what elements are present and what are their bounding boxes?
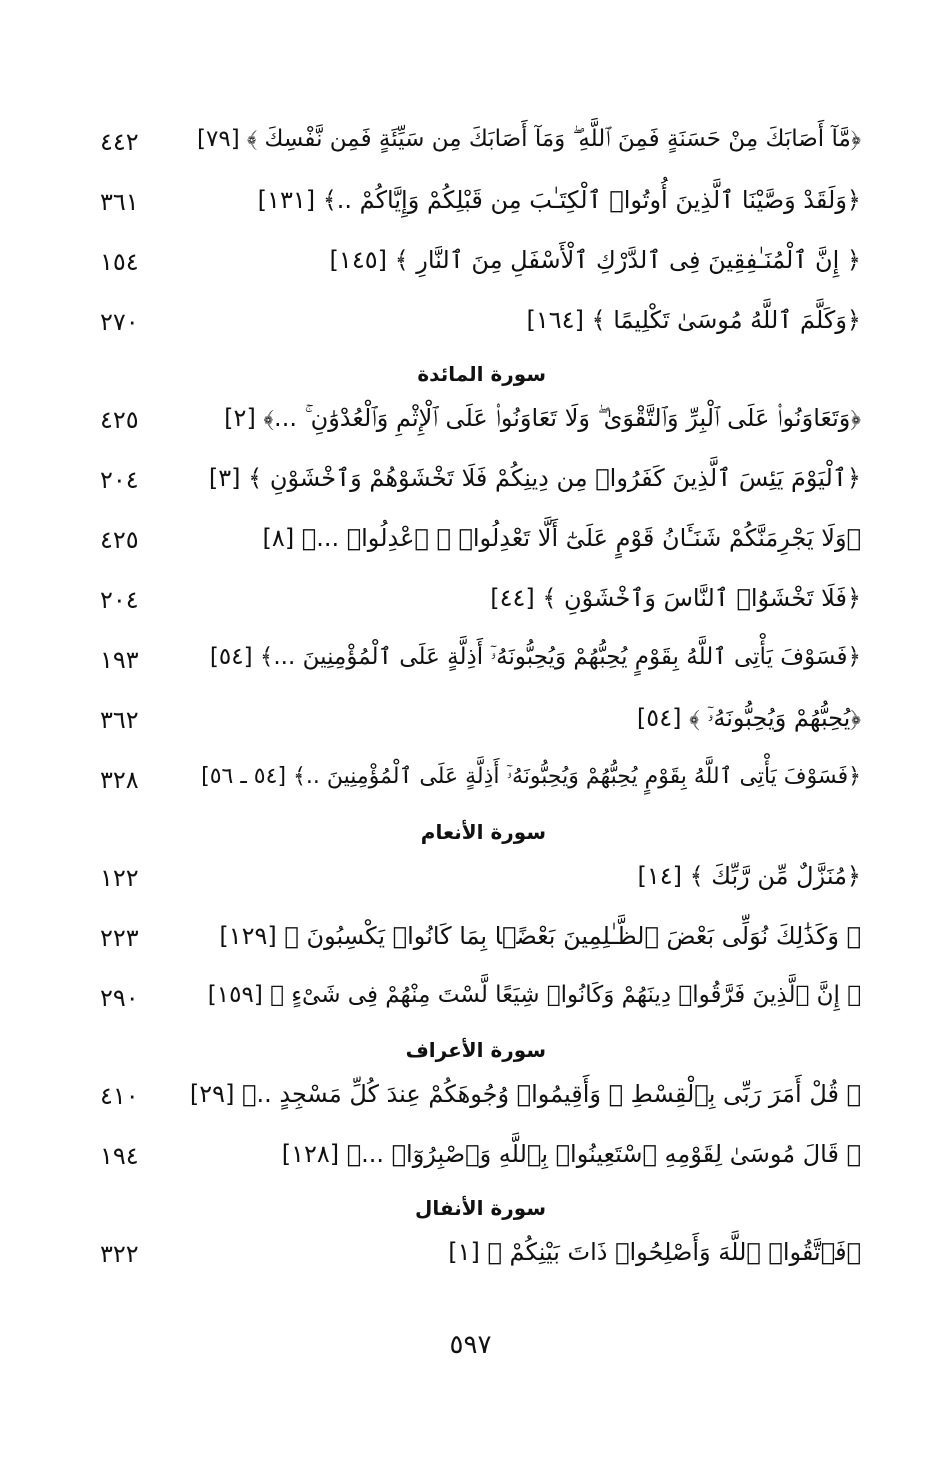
surah-heading-title: سورة الأنفال: [414, 1196, 546, 1220]
page-reference: ٢٢٣: [100, 924, 139, 952]
page-reference: ٣٦٢: [100, 706, 139, 734]
index-row: [100, 576, 861, 636]
index-row: [100, 298, 861, 358]
surah-heading: [100, 1034, 861, 1072]
page-reference: ١٥٤: [100, 248, 139, 276]
surah-heading-title: سورة المائدة: [417, 362, 546, 386]
index-row: [100, 396, 861, 456]
index-row: [100, 1230, 861, 1290]
index-row: [100, 914, 861, 974]
verse-text: ﴿ قَالَ مُوسَىٰ لِقَوْمِهِ ٱسْتَعِينُوا۟ بِٱللَّهِ وَٱصْبِرُوٓا۟ ...﴾ [١٢٨]: [281, 1140, 861, 1168]
page-reference: ٢٧٠: [100, 308, 139, 336]
page-reference: ١٩٤: [100, 1142, 139, 1170]
index-row: [100, 238, 861, 298]
index-row: [100, 1072, 861, 1132]
page-reference: ٤٢٥: [100, 526, 139, 554]
page-reference: ٢٠٤: [100, 466, 139, 494]
verse-text: ﴿وَلَا يَجْرِمَنَّكُمْ شَنَـَٔانُ قَوْمٍ عَلَىٰٓ أَلَّا تَعْدِلُوا۟ ۚ ٱعْدِلُوا۟ ...﴾ [٨]: [262, 524, 861, 552]
surah-heading: [100, 358, 861, 396]
index-row: [100, 974, 861, 1034]
index-row: [100, 696, 861, 756]
surah-heading-title: سورة الأعراف: [405, 1038, 546, 1062]
verse-text: ﴿مَّآ أَصَابَكَ مِنْ حَسَنَةٍ فَمِنَ ٱللَّهِ ۖ وَمَآ أَصَابَكَ مِن سَيِّئَةٍ فَمِن نَّفْسِكَ ﴾ [٧٩]: [197, 126, 861, 152]
surah-heading-title: سورة الأنعام: [420, 820, 546, 844]
index-row: [100, 1132, 861, 1192]
verse-text: ﴿فَسَوْفَ يَأْتِى ٱللَّهُ بِقَوْمٍ يُحِبُّهُمْ وَيُحِبُّونَهُۥٓ أَذِلَّةٍ عَلَى ٱلْمُؤْمِنِينَ ...﴾ [٥٤]: [209, 644, 861, 670]
surah-heading: [100, 816, 861, 854]
page-reference: ٤٢٥: [100, 406, 139, 434]
verse-text: ﴿فَلَا تَخْشَوُا۟ ٱلنَّاسَ وَٱخْشَوْنِ ﴾ [٤٤]: [490, 584, 861, 612]
verse-text: ﴿وَتَعَاوَنُوا۟ عَلَى ٱلْبِرِّ وَٱلتَّقْوَىٰ ۖ وَلَا تَعَاوَنُوا۟ عَلَى ٱلْإِثْمِ وَٱلْعُدْوَٰنِ ۚ ...﴾ [٢]: [224, 404, 861, 432]
page-reference: ٣٢٨: [100, 766, 139, 794]
page-reference: ٣٦١: [100, 188, 139, 216]
page-number: ٥٩٧: [449, 1330, 492, 1360]
index-row: [100, 756, 861, 816]
index-row: [100, 516, 861, 576]
verse-text: ﴿ قُلْ أَمَرَ رَبِّى بِٱلْقِسْطِ ۖ وَأَقِيمُوا۟ وُجُوهَكُمْ عِندَ كُلِّ مَسْجِدٍ ..﴾ [٢٩]: [189, 1080, 861, 1108]
page-reference: ٤١٠: [100, 1082, 139, 1110]
verse-text: ﴿يُحِبُّهُمْ وَيُحِبُّونَهُۥٓ ﴾ [٥٤]: [636, 704, 861, 732]
page-reference: ٢٠٤: [100, 586, 139, 614]
verse-text: ﴿وَلَقَدْ وَصَّيْنَا ٱلَّذِينَ أُوتُوا۟ ٱلْكِتَـٰبَ مِن قَبْلِكُمْ وَإِيَّاكُمْ ..﴾ [١٣١]: [257, 186, 861, 214]
page-reference: ٤٤٢: [100, 128, 139, 156]
page-reference: ١٢٢: [100, 864, 139, 892]
verse-index-list: [100, 118, 861, 1290]
verse-text: ﴿ إِنَّ ٱلْمُنَـٰفِقِينَ فِى ٱلدَّرْكِ ٱلْأَسْفَلِ مِنَ ٱلنَّارِ ﴾ [١٤٥]: [329, 246, 861, 274]
index-row: [100, 854, 861, 914]
page-reference: ١٩٣: [100, 646, 139, 674]
surah-heading: [100, 1192, 861, 1230]
verse-text: ﴿وَكَلَّمَ ٱللَّهُ مُوسَىٰ تَكْلِيمًا ﴾ [١٦٤]: [526, 306, 861, 334]
index-row: [100, 178, 861, 238]
verse-text: ﴿ وَكَذَٰلِكَ نُوَلِّى بَعْضَ ٱلظَّـٰلِمِينَ بَعْضًۢا بِمَا كَانُوا۟ يَكْسِبُونَ ﴾ [١٢٩]: [219, 922, 861, 950]
index-row: [100, 456, 861, 516]
verse-text: ﴿فَٱتَّقُوا۟ ٱللَّهَ وَأَصْلِحُوا۟ ذَاتَ بَيْنِكُمْ ﴾ [١]: [448, 1238, 861, 1266]
page-reference: ٢٩٠: [100, 984, 139, 1012]
verse-text: ﴿فَسَوْفَ يَأْتِى ٱللَّهُ بِقَوْمٍ يُحِبُّهُمْ وَيُحِبُّونَهُۥٓ أَذِلَّةٍ عَلَى ٱلْمُؤْمِنِينَ ..﴾ [٥٤ ـ ٥٦]: [201, 764, 861, 789]
index-row: [100, 118, 861, 178]
page-reference: ٣٢٢: [100, 1240, 139, 1268]
verse-text: ﴿ إِنَّ ٱلَّذِينَ فَرَّقُوا۟ دِينَهُمْ وَكَانُوا۟ شِيَعًا لَّسْتَ مِنْهُمْ فِى شَىْءٍ ﴾ [١٥٩]: [207, 982, 861, 1008]
verse-text: ﴿ٱلْيَوْمَ يَئِسَ ٱلَّذِينَ كَفَرُوا۟ مِن دِينِكُمْ فَلَا تَخْشَوْهُمْ وَٱخْشَوْنِ ﴾ [٣]: [208, 464, 861, 492]
verse-text: ﴿مُنَزَّلٌ مِّن رَّبِّكَ ﴾ [١٤]: [637, 862, 861, 890]
index-row: [100, 636, 861, 696]
